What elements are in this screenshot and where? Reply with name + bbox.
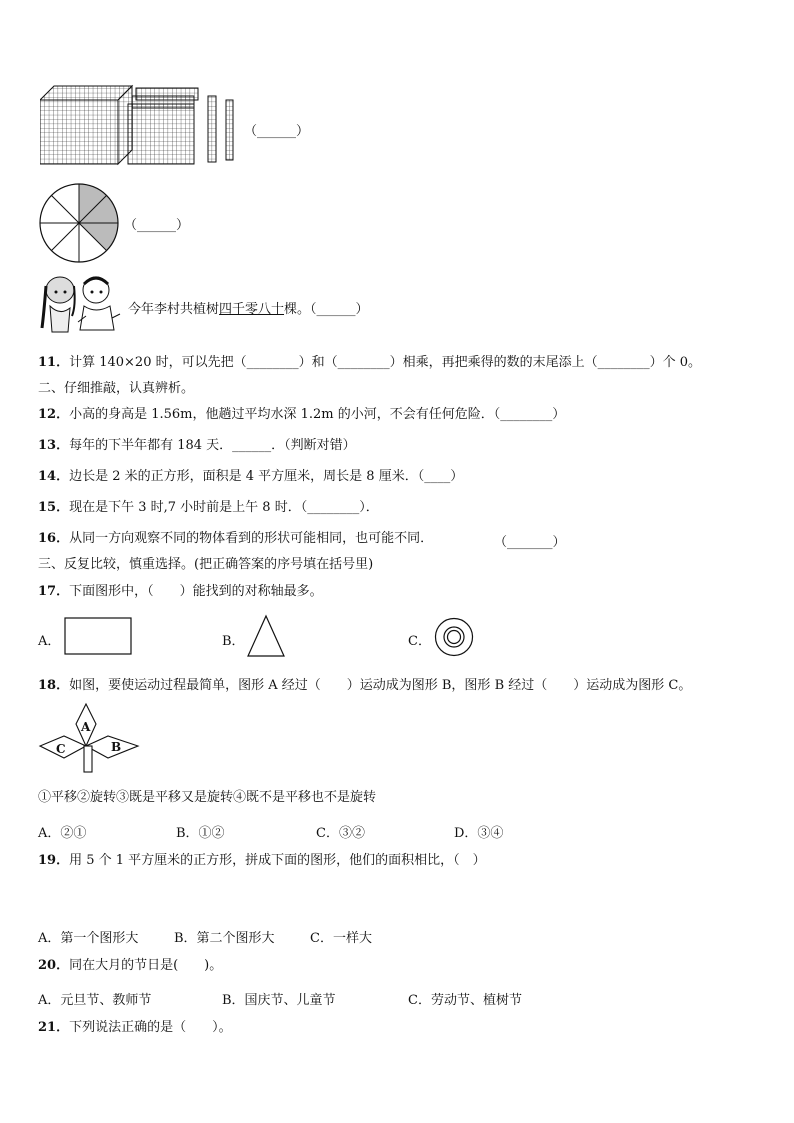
- question-text: 边长是 2 米的正方形，面积是 4 平方厘米，周长是 8 厘米．（____）: [69, 469, 464, 484]
- rectangle-shape: [64, 617, 132, 655]
- q18-option-a[interactable]: A．②①: [38, 826, 87, 841]
- question-19: [38, 853, 486, 869]
- question-11: [38, 355, 701, 371]
- tree-statement: [128, 298, 369, 317]
- q20-option-c[interactable]: C．劳动节、植树节: [408, 993, 522, 1008]
- question-14: [38, 469, 463, 485]
- tree-statement-suffix[interactable]: 棵。（______）: [284, 302, 369, 317]
- motion-figure: [38, 702, 142, 776]
- q18-option-d[interactable]: D．③④: [454, 826, 504, 841]
- question-16: [38, 531, 433, 547]
- q18-option-b[interactable]: B．①②: [176, 826, 225, 841]
- question-21: [38, 1020, 232, 1036]
- question-text: 用 5 个 1 平方厘米的正方形，拼成下面的图形，他们的面积相比，（ ）: [69, 853, 486, 868]
- section-2-heading: 二、仔细推敲，认真辨析。: [38, 381, 195, 396]
- question-number: 20．: [38, 958, 70, 973]
- question-number: 16．: [38, 531, 70, 546]
- question-18: [38, 678, 691, 694]
- question-text: 下列说法正确的是（ ）。: [69, 1020, 232, 1035]
- tree-statement-prefix: 今年李村共植树: [128, 302, 220, 317]
- option-c-label[interactable]: C．: [408, 634, 431, 649]
- question-text: 现在是下午 3 时,7 小时前是上午 8 时．（________）．: [69, 500, 379, 515]
- question-text: 下面图形中，（ ）能找到的对称轴最多。: [69, 584, 323, 599]
- question-16-blank[interactable]: （_______）: [494, 535, 566, 550]
- cubes-figure: [40, 84, 240, 170]
- question-number: 12．: [38, 407, 70, 422]
- q18-option-c[interactable]: C．③②: [316, 826, 365, 841]
- question-number: 21．: [38, 1020, 70, 1035]
- cubes-answer-blank[interactable]: （______）: [244, 124, 310, 139]
- question-text: 从同一方向观察不同的物体看到的形状可能相同，也可能不同．: [69, 531, 434, 546]
- question-12: [38, 407, 565, 423]
- question-text: 同在大月的节日是( )。: [69, 958, 223, 973]
- question-number: 18．: [38, 678, 70, 693]
- option-a-label[interactable]: A．: [38, 634, 61, 649]
- section-3-heading: 三、反复比较，慎重选择。(把正确答案的序号填在括号里): [38, 557, 374, 572]
- question-20: [38, 958, 222, 974]
- question-number: 11．: [38, 355, 70, 370]
- triangle-shape: [246, 614, 286, 658]
- q19-option-c[interactable]: C．一样大: [310, 931, 372, 946]
- figure-label-b: B: [111, 740, 122, 754]
- question-number: 15．: [38, 500, 70, 515]
- q19-option-a[interactable]: A．第一个图形大: [38, 931, 139, 946]
- concentric-circles-shape: [434, 617, 474, 657]
- question-number: 13．: [38, 438, 70, 453]
- q20-option-a[interactable]: A．元旦节、教师节: [38, 993, 152, 1008]
- question-15: [38, 500, 379, 516]
- question-text: 计算 140×20 时，可以先把（________）和（________）相乘，再把乘得的数的末尾添上（________）个 0。: [69, 355, 702, 370]
- question-number: 17．: [38, 584, 70, 599]
- figure-label-c: C: [56, 742, 66, 756]
- motion-legend: ①平移②旋转③既是平移又是旋转④既不是平移也不是旋转: [38, 790, 377, 805]
- question-text: 每年的下半年都有 184 天．______．（判断对错）: [69, 438, 356, 453]
- circle-answer-blank[interactable]: （______）: [124, 218, 190, 233]
- figure-label-a: A: [81, 720, 91, 734]
- tree-statement-underlined: 四千零八十: [219, 302, 285, 317]
- question-number: 14．: [38, 469, 70, 484]
- option-b-label[interactable]: B．: [222, 634, 245, 649]
- q19-option-b[interactable]: B．第二个图形大: [174, 931, 275, 946]
- question-text: 如图，要使运动过程最简单，图形 A 经过（ ）运动成为图形 B，图形 B 经过（ ）运动成为图形 C。: [69, 678, 692, 693]
- question-number: 19．: [38, 853, 70, 868]
- kids-illustration: [38, 272, 122, 334]
- fraction-circle: [38, 182, 120, 264]
- q20-option-b[interactable]: B．国庆节、儿童节: [222, 993, 336, 1008]
- question-17: [38, 584, 323, 600]
- question-13: [38, 438, 356, 454]
- question-text: 小高的身高是 1.56m，他趟过平均水深 1.2m 的小河，不会有任何危险．（________）: [69, 407, 566, 422]
